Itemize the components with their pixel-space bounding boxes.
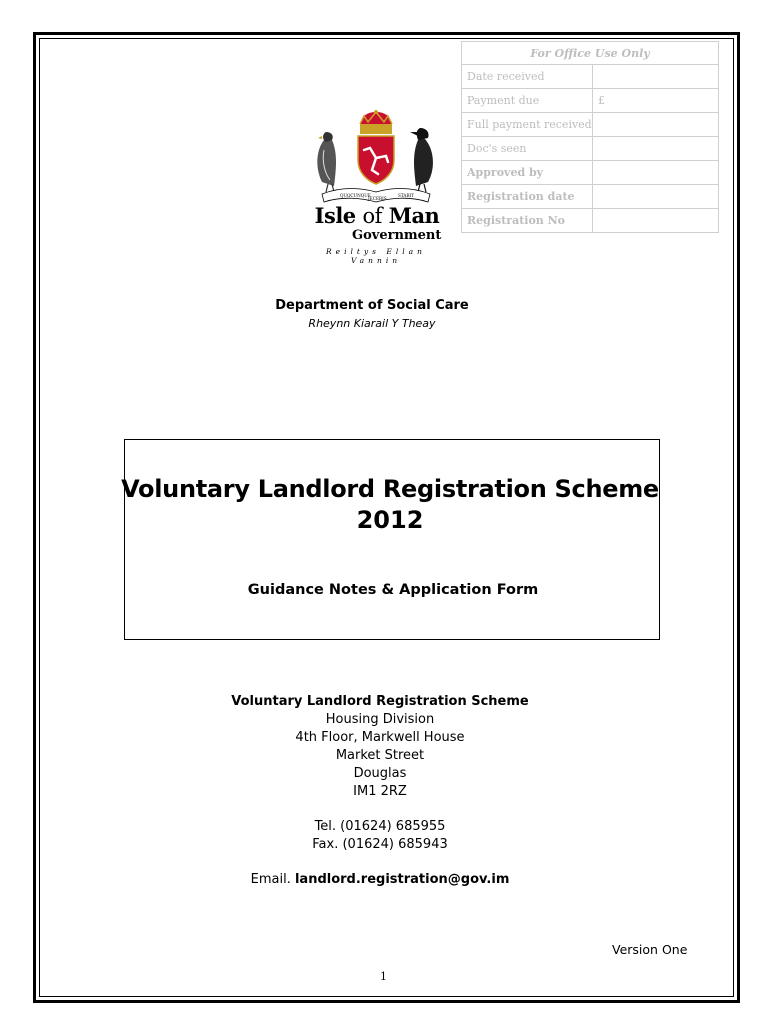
office-row-value[interactable] bbox=[593, 113, 719, 137]
document-year: 2012 bbox=[356, 506, 424, 534]
department-subtitle: Rheynn Kiarail Y Theay bbox=[308, 317, 436, 330]
email-link[interactable]: landlord.registration@gov.im bbox=[294, 872, 510, 887]
motto-middle: JECERIS bbox=[368, 196, 387, 201]
motto-left: QUOCUNQUE bbox=[340, 193, 371, 198]
office-row-label: Full payment received bbox=[462, 113, 593, 137]
motto-scroll bbox=[322, 189, 430, 203]
address-line: IM1 2RZ bbox=[353, 784, 407, 799]
telephone: Tel. (01624) 685955 bbox=[314, 819, 446, 834]
page-number: 1 bbox=[380, 970, 387, 983]
address-line: Housing Division bbox=[325, 712, 435, 727]
office-row-label: Approved by bbox=[462, 161, 593, 185]
office-use-table bbox=[461, 41, 719, 233]
office-row-value[interactable]: £ bbox=[593, 89, 719, 113]
brand-of: of bbox=[362, 204, 382, 228]
office-row-label: Doc's seen bbox=[462, 137, 593, 161]
email-line bbox=[0, 871, 760, 889]
office-row-value[interactable] bbox=[593, 209, 719, 233]
fax: Fax. (01624) 685943 bbox=[312, 837, 448, 852]
falcon-icon bbox=[317, 132, 336, 192]
crown-icon bbox=[360, 110, 392, 134]
office-row-label: Registration No bbox=[462, 209, 593, 233]
brand-man: Man bbox=[388, 203, 440, 228]
office-use-header: For Office Use Only bbox=[462, 42, 719, 65]
department-name: Department of Social Care bbox=[275, 298, 469, 313]
brand-isle: Isle bbox=[314, 203, 356, 228]
office-row-label: Registration date bbox=[462, 185, 593, 209]
office-row-value[interactable] bbox=[593, 65, 719, 89]
email-label: Email. bbox=[250, 872, 291, 887]
motto-right: STABIT bbox=[398, 193, 414, 198]
title-box bbox=[124, 439, 660, 640]
address-line: 4th Floor, Markwell House bbox=[295, 730, 465, 745]
office-row-label: Date received bbox=[462, 65, 593, 89]
document-title: Voluntary Landlord Registration Scheme bbox=[121, 475, 659, 503]
raven-icon bbox=[410, 128, 433, 192]
brand-wordmark bbox=[312, 204, 442, 243]
brand-manx-tagline: Reiltys Ellan Vannin bbox=[326, 247, 426, 265]
office-row-label: Payment due bbox=[462, 89, 593, 113]
document-subtitle: Guidance Notes & Application Form bbox=[247, 582, 539, 598]
address-line: Market Street bbox=[335, 748, 425, 763]
office-row-value[interactable] bbox=[593, 137, 719, 161]
version-label: Version One bbox=[612, 942, 688, 957]
coat-of-arms-logo bbox=[312, 110, 440, 210]
address-heading: Voluntary Landlord Registration Scheme bbox=[231, 694, 529, 709]
office-row-value[interactable] bbox=[593, 161, 719, 185]
brand-government: Government bbox=[352, 228, 442, 243]
office-row-value[interactable] bbox=[593, 185, 719, 209]
address-line: Douglas bbox=[353, 766, 407, 781]
shield-icon bbox=[358, 136, 394, 184]
